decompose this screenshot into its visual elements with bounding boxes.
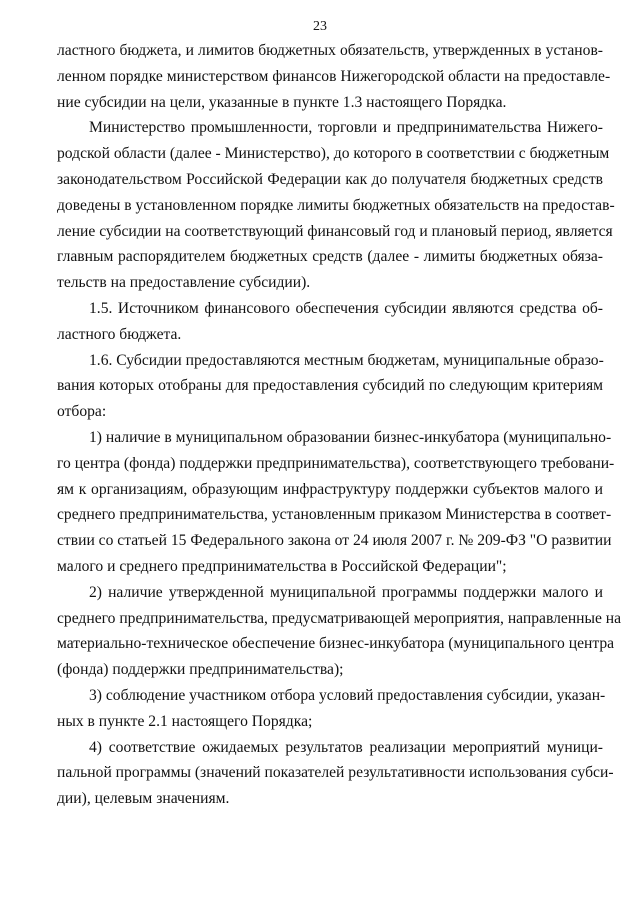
paragraph [57, 735, 614, 812]
document-body [57, 38, 622, 812]
text-line: 4) соответствие ожидаемых результатов реализации мероприятий муници- [89, 738, 603, 756]
paragraph [57, 115, 615, 296]
paragraph [57, 580, 622, 683]
text-line: 1.5. Источником финансового обеспечения субсидии являются средства об- [89, 299, 603, 317]
paragraph [57, 38, 611, 115]
text-line: Министерство промышленности, торговли и предпринимательства Нижего- [89, 119, 603, 137]
text-line: отбора: [57, 403, 107, 421]
text-line: ление субсидии на соответствующий финансовый год и плановый период, является [57, 222, 613, 240]
text-line: ние субсидии на цели, указанные в пункте 1.3 настоящего Порядка. [57, 93, 507, 111]
text-line: 3) соблюдение участником отбора условий предоставления субсидии, указан- [89, 686, 606, 704]
paragraph [57, 348, 603, 425]
paragraph [57, 296, 603, 348]
text-line: пальной программы (значений показателей результативности использования субси- [57, 764, 614, 782]
text-line: главным распорядителем бюджетных средств (далее - лимиты бюджетных обяза- [57, 248, 603, 266]
text-line: родской области (далее - Министерство), до которого в соответствии с бюджетным [57, 145, 610, 163]
text-line: ям к организациям, образующим инфраструктуру поддержки субъектов малого и [57, 480, 603, 498]
text-line: ластного бюджета, и лимитов бюджетных обязательств, утвержденных в установ- [57, 42, 603, 59]
text-line: 1) наличие в муниципальном образовании бизнес-инкубатора (муниципально- [89, 428, 612, 446]
text-line: среднего предпринимательства, предусматривающей мероприятия, направленные на [57, 609, 622, 627]
text-line: дии), целевым значениям. [57, 790, 230, 808]
text-line: законодательством Российской Федерации как до получателя бюджетных средств [57, 170, 603, 188]
paragraph [57, 425, 615, 580]
text-line: ных в пункте 2.1 настоящего Порядка; [57, 712, 313, 730]
text-line: ластного бюджета. [57, 325, 182, 343]
text-line: среднего предпринимательства, установленным приказом Министерства в соответ- [57, 506, 612, 524]
text-line: малого и среднего предпринимательства в Российской Федерации"; [57, 557, 507, 575]
text-line: (фонда) поддержки предпринимательства); [57, 661, 344, 679]
page-number: 23 [313, 19, 327, 34]
text-line: ствии со статьей 15 Федерального закона от 24 июля 2007 г. № 209-ФЗ "О развитии [57, 532, 612, 550]
text-line: тельств на предоставление субсидии). [57, 274, 311, 292]
text-line: материально-техническое обеспечение бизнес-инкубатора (муниципального центра [57, 635, 615, 653]
text-line: го центра (фонда) поддержки предпринимательства), соответствующего требовани- [57, 454, 615, 472]
text-line: вания которых отобраны для предоставления субсидий по следующим критериям [57, 377, 603, 395]
text-line: 2) наличие утвержденной муниципальной программы поддержки малого и [89, 583, 603, 601]
paragraph [57, 683, 606, 735]
text-line: доведены в установленном порядке лимиты бюджетных обязательств на предостав- [57, 196, 615, 214]
text-line: ленном порядке министерством финансов Нижегородской области на предоставле- [57, 67, 611, 85]
text-line: 1.6. Субсидии предоставляются местным бюджетам, муниципальные образо- [89, 351, 604, 369]
